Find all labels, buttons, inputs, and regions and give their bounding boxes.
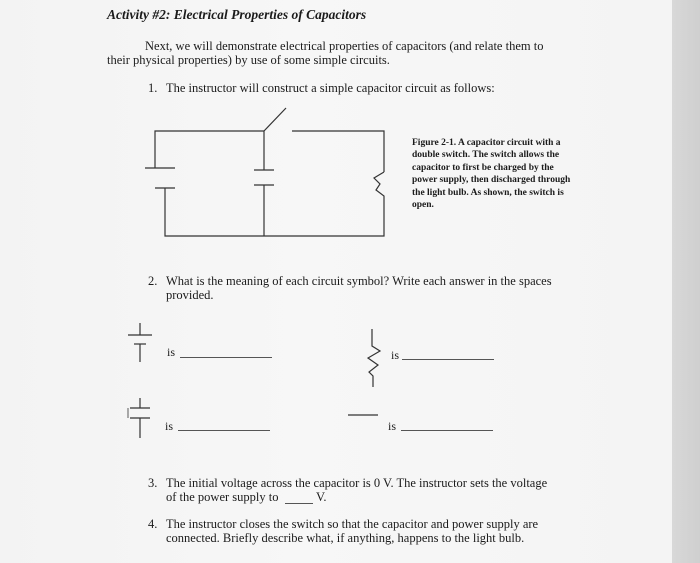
- q2-line-1: What is the meaning of each circuit symbol? Write each answer in the spaces: [166, 274, 552, 288]
- q3-line-2-end: V.: [316, 490, 327, 504]
- answer-label-resistor: is: [391, 348, 400, 362]
- q1-text: The instructor will construct a simple capacitor circuit as follows:: [166, 81, 495, 95]
- figure-caption: Figure 2-1. A capacitor circuit with a double switch. The switch allows the capacitor to first be charged by the power supply, then discharged through the light bulb. As shown, the switch is open.: [412, 138, 571, 211]
- q2-line-2: provided.: [166, 288, 214, 302]
- answer-blank-resistor[interactable]: [402, 359, 494, 360]
- answer-blank-wire[interactable]: [401, 430, 493, 431]
- capacitor-symbol: [128, 398, 150, 438]
- q2-number: 2.: [148, 274, 158, 288]
- capacitor-circuit-figure: [145, 108, 384, 236]
- answer-blank-battery[interactable]: [180, 357, 272, 358]
- answer-label-capacitor: is: [165, 419, 174, 433]
- voltage-blank[interactable]: [285, 503, 313, 504]
- resistor-symbol: [368, 329, 380, 387]
- activity-title: Activity #2: Electrical Properties of Capacitors: [107, 7, 367, 22]
- answer-label-battery: is: [167, 345, 176, 359]
- q4-line-1: The instructor closes the switch so that the capacitor and power supply are: [166, 517, 539, 531]
- answer-blank-capacitor[interactable]: [178, 430, 270, 431]
- intro-line-1: Next, we will demonstrate electrical properties of capacitors (and relate them to: [145, 39, 544, 53]
- q3-line-1: The initial voltage across the capacitor is 0 V. The instructor sets the voltage: [166, 476, 548, 490]
- q3-number: 3.: [148, 476, 158, 490]
- q4-number: 4.: [148, 517, 158, 531]
- q3-line-2-start: of the power supply to: [166, 490, 279, 504]
- intro-line-2: their physical properties) by use of some simple circuits.: [107, 53, 390, 67]
- battery-symbol: [128, 323, 152, 362]
- answer-label-wire: is: [388, 419, 397, 433]
- q1-number: 1.: [148, 81, 158, 95]
- q4-line-2: connected. Briefly describe what, if anything, happens to the light bulb.: [166, 531, 525, 545]
